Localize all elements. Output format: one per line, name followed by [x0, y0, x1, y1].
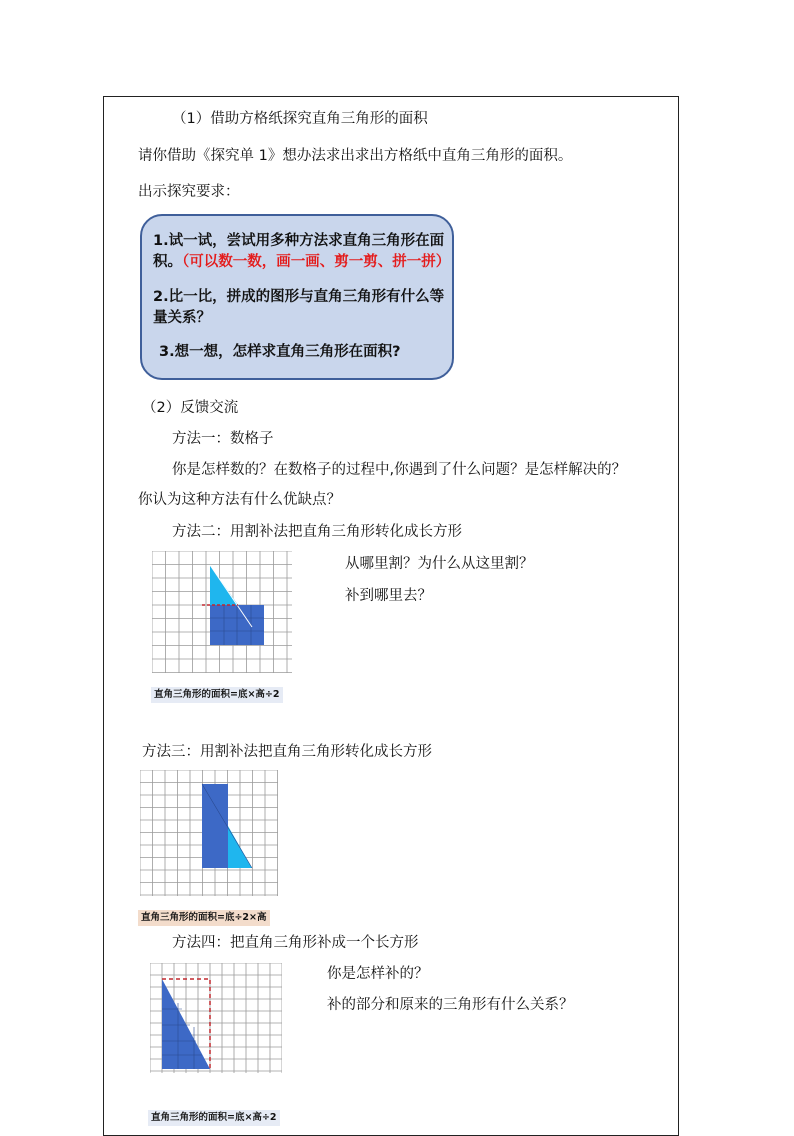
section1-title: （1）借助方格纸探究直角三角形的面积 [172, 111, 428, 127]
method3-rectangle [202, 784, 228, 868]
method4-grid-figure [150, 963, 282, 1073]
method2-formula-caption: 直角三角形的面积=底×高÷2 [151, 687, 283, 703]
method4-question-1: 你是怎样补的？ [327, 966, 429, 982]
requirement-line-1: 1.试一试，尝试用多种方法求直角三角形在面 [153, 233, 445, 249]
method4-question-2: 补的部分和原来的三角形有什么关系？ [327, 997, 574, 1013]
method1-question-2: 你认为这种方法有什么优缺点？ [138, 492, 341, 508]
method2-title: 方法二：用割补法把直角三角形转化成长方形 [172, 524, 462, 540]
method3-grid-figure [140, 770, 278, 896]
method1-title: 方法一：数格子 [172, 431, 274, 447]
method3-formula-caption: 直角三角形的面积=底÷2×高 [138, 910, 270, 926]
requirement-line-3: 2.比一比，拼成的图形与直角三角形有什么等 [153, 289, 445, 305]
show-requirements-label: 出示探究要求： [138, 184, 240, 200]
method2-question-1: 从哪里割？为什么从这里割？ [345, 556, 534, 572]
method2-question-2: 补到哪里去？ [345, 588, 432, 604]
instruction-text: 请你借助《探究单 1》想办法求出求出方格纸中直角三角形的面积。 [138, 148, 573, 164]
section2-title: （2）反馈交流 [142, 400, 239, 416]
method3-title: 方法三：用割补法把直角三角形转化成长方形 [142, 744, 432, 760]
requirement-line-4: 量关系？ [153, 310, 211, 326]
requirement-hint: （可以数一数，画一画、剪一剪、拼一拼） [182, 254, 451, 270]
requirement-line-5: 3.想一想，怎样求直角三角形在面积? [159, 344, 401, 360]
requirements-box [140, 214, 454, 380]
requirement-line-2-start: 积。 [153, 254, 182, 270]
method1-question-1: 你是怎样数的？在数格子的过程中,你遇到了什么问题？是怎样解决的？ [172, 462, 627, 478]
method4-title: 方法四：把直角三角形补成一个长方形 [172, 935, 419, 951]
method2-grid-figure [152, 551, 292, 673]
requirement-line-2 [153, 253, 450, 271]
method4-formula-caption: 直角三角形的面积=底×高÷2 [148, 1110, 280, 1126]
